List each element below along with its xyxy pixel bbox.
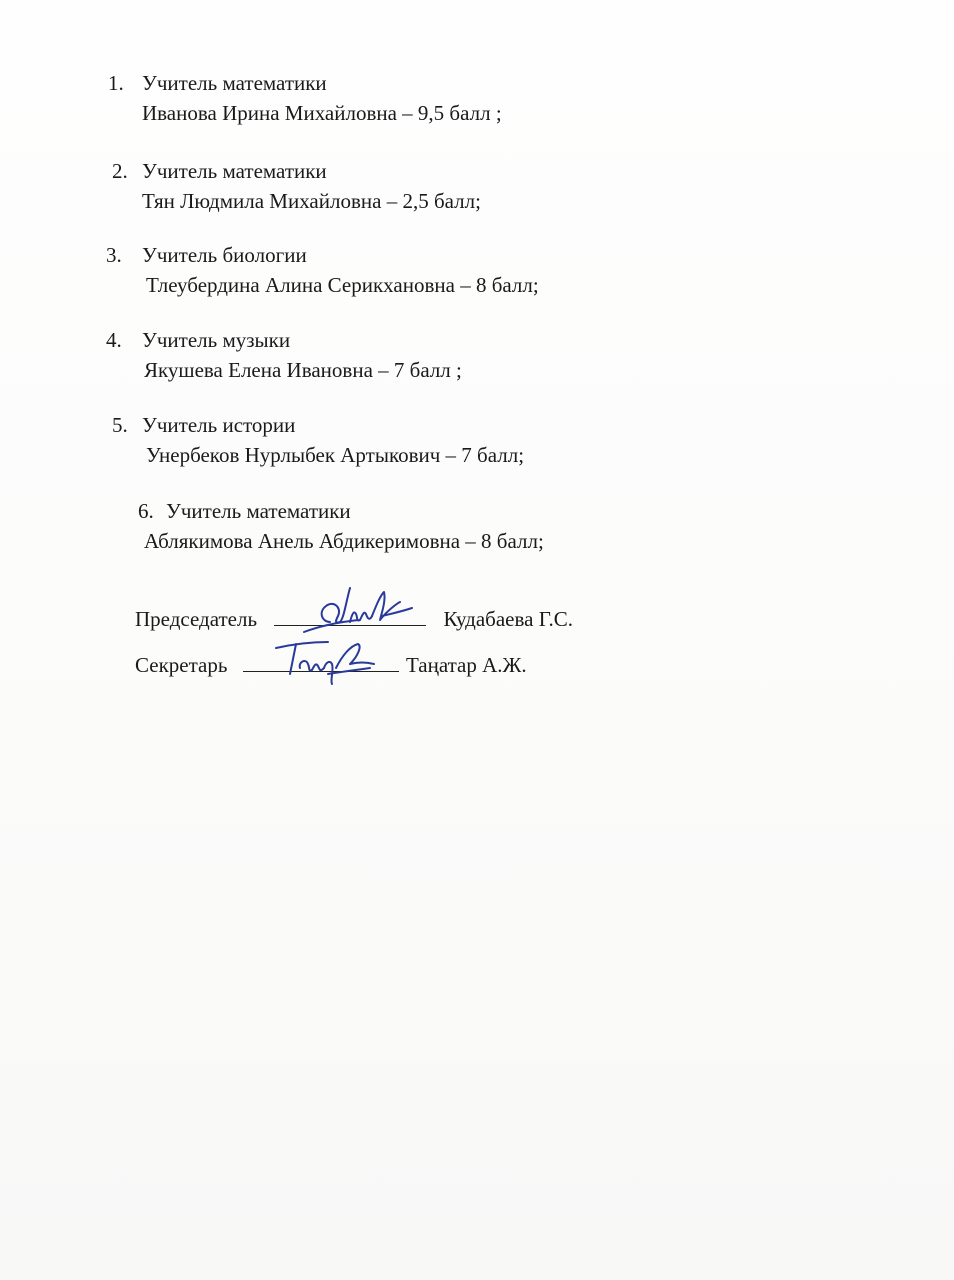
item-role: Учитель математики xyxy=(166,499,351,523)
item-number: 6. xyxy=(138,499,154,523)
item-role: Учитель музыки xyxy=(142,328,291,352)
item-person: Унербеков Нурлыбек Артыкович – 7 балл; xyxy=(146,443,525,467)
item-role: Учитель истории xyxy=(142,413,296,437)
item-person: Якушева Елена Ивановна – 7 балл ; xyxy=(144,358,462,382)
chair-name: Кудабаева Г.С. xyxy=(443,607,573,631)
item-person: Аблякимова Анель Абдикеримовна – 8 балл; xyxy=(144,529,544,553)
list-item xyxy=(112,156,481,216)
list-item xyxy=(108,68,502,128)
list-item xyxy=(106,325,462,385)
list-item xyxy=(112,410,524,470)
list-item xyxy=(138,496,544,556)
item-person: Тян Людмила Михайловна – 2,5 балл; xyxy=(142,189,481,213)
item-role: Учитель математики xyxy=(142,71,327,95)
item-role: Учитель математики xyxy=(142,159,327,183)
item-number: 5. xyxy=(112,413,128,437)
item-number: 3. xyxy=(106,243,122,267)
secretary-name: Таңатар А.Ж. xyxy=(405,653,527,677)
item-role: Учитель биологии xyxy=(142,243,307,267)
item-number: 2. xyxy=(112,159,128,183)
item-person: Иванова Ирина Михайловна – 9,5 балл ; xyxy=(142,101,502,125)
secretary-label: Секретарь xyxy=(135,653,228,677)
item-number: 1. xyxy=(108,71,124,95)
list-item xyxy=(106,240,539,300)
item-number: 4. xyxy=(106,328,122,352)
chair-label: Председатель xyxy=(135,607,258,631)
item-person: Тлеубердина Алина Серикхановна – 8 балл; xyxy=(146,273,539,297)
secretary-handwritten-signature xyxy=(270,632,380,692)
